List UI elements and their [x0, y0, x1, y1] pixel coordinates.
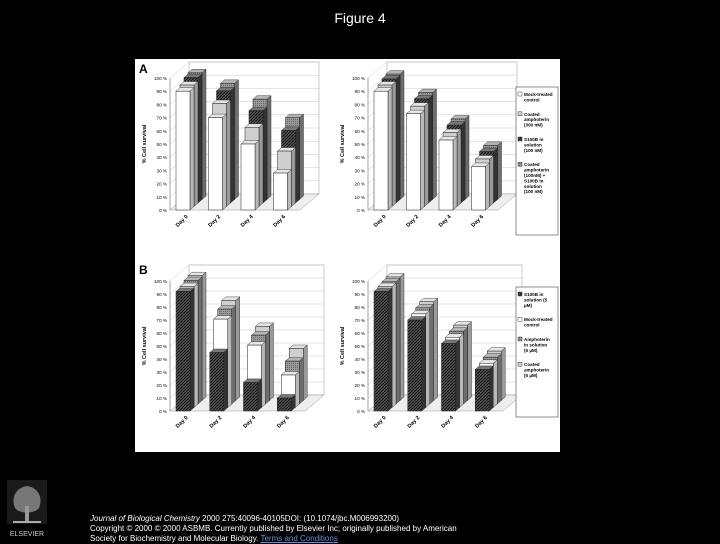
elsevier-tree-logo: [5, 478, 49, 540]
bar: [407, 110, 425, 210]
chart-legend: [516, 87, 558, 235]
y-tick-label: 90 %: [156, 292, 167, 297]
x-tick-label: Day 6: [474, 414, 489, 430]
y-tick-label: 40 %: [354, 357, 365, 362]
y-tick-label: 80 %: [354, 305, 365, 310]
legend-entry: Mock-treated control: [524, 317, 553, 328]
bar: [277, 395, 295, 412]
legend-entry: S100B in solution (100 nM): [524, 137, 544, 153]
figure-panel: [135, 59, 560, 452]
y-tick-label: 30 %: [156, 370, 167, 375]
y-tick-label: 80 %: [156, 305, 167, 310]
bar: [210, 349, 228, 411]
legend-entry: Amphoterin in solution (5 µM): [524, 337, 550, 353]
legend-box: [516, 87, 558, 235]
legend-entry: S100B in solution (5 µM): [524, 292, 548, 308]
y-tick-label: 0 %: [159, 409, 167, 414]
figure-title: Figure 4: [334, 10, 386, 26]
y-tick-label: 50 %: [354, 142, 365, 147]
legend-entry: Mock-treated control: [524, 92, 553, 103]
legend-entry: Coated amphoterin (300 nM): [524, 111, 550, 128]
y-tick-label: 100 %: [153, 76, 167, 81]
x-tick-label: Day 0: [372, 414, 388, 430]
chart-4: [340, 265, 522, 430]
y-tick-label: 50 %: [354, 344, 365, 349]
y-tick-label: 20 %: [156, 383, 167, 388]
y-tick-label: 10 %: [354, 396, 365, 401]
y-tick-label: 30 %: [354, 370, 365, 375]
legend-swatch: [518, 337, 522, 341]
legend-swatch: [518, 292, 522, 296]
y-tick-label: 90 %: [354, 89, 365, 95]
y-axis-label: % Cell survival: [142, 124, 148, 164]
journal-name: Journal of Biological Chemistry: [90, 514, 200, 523]
legend-swatch: [518, 137, 522, 141]
y-tick-label: 80 %: [354, 102, 365, 108]
y-tick-label: 100 %: [351, 279, 365, 284]
society-line: Society for Biochemistry and Molecular Biology.: [90, 534, 261, 543]
bar: [439, 137, 457, 210]
y-tick-label: 10 %: [156, 396, 167, 401]
legend-layer: [516, 87, 558, 417]
gridline-side: [368, 265, 387, 281]
y-tick-label: 20 %: [156, 181, 167, 187]
y-tick-label: 90 %: [156, 89, 167, 95]
x-tick-label: Day 2: [208, 414, 224, 430]
bar: [274, 170, 292, 210]
y-tick-label: 70 %: [354, 115, 365, 121]
y-tick-label: 40 %: [354, 155, 365, 161]
y-tick-label: 60 %: [156, 331, 167, 336]
y-tick-label: 100 %: [351, 76, 365, 81]
x-tick-label: Day 0: [372, 213, 388, 229]
x-tick-label: Day 2: [405, 213, 421, 229]
y-tick-label: 0 %: [357, 409, 365, 414]
chart-3: [142, 265, 324, 430]
bar: [408, 317, 426, 412]
panel-letter-a: A: [139, 62, 148, 76]
y-axis-label: % Cell survival: [340, 124, 346, 164]
y-tick-label: 10 %: [156, 194, 167, 200]
legend-swatch: [518, 317, 522, 321]
x-tick-label: Day 6: [276, 414, 291, 430]
y-tick-label: 20 %: [354, 181, 365, 187]
y-tick-label: 80 %: [156, 102, 167, 108]
chart-2: [340, 62, 517, 229]
legend-swatch: [518, 92, 522, 96]
y-axis-label: % Cell survival: [142, 326, 148, 366]
figure-chart-svg: [135, 59, 560, 452]
bar: [475, 366, 493, 411]
y-tick-label: 10 %: [354, 194, 365, 200]
legend-swatch: [518, 112, 522, 116]
x-tick-label: Day 0: [174, 213, 190, 229]
gridline-side: [368, 62, 387, 78]
bar: [472, 163, 490, 210]
y-tick-label: 30 %: [354, 168, 365, 174]
chart-legend: [516, 287, 558, 417]
legend-swatch: [518, 362, 522, 366]
x-tick-label: Day 2: [406, 414, 422, 430]
copyright-line: Copyright © 2000 © 2000 ASBMB. Currently published by Elsevier Inc; originally published by American: [90, 524, 457, 533]
y-tick-label: 60 %: [354, 128, 365, 134]
x-tick-label: Day 4: [242, 414, 258, 430]
y-tick-label: 0 %: [357, 208, 365, 213]
y-tick-label: 0 %: [159, 208, 167, 213]
y-tick-label: 40 %: [156, 155, 167, 161]
charts-layer: [142, 62, 522, 430]
citation-details: 2000 275:40096-40105DOI: (10.1074/jbc.M006993200): [199, 514, 400, 523]
y-tick-label: 70 %: [156, 318, 167, 323]
y-tick-label: 30 %: [156, 168, 167, 174]
x-tick-label: Day 6: [470, 213, 486, 229]
bar: [209, 114, 227, 210]
y-tick-label: 50 %: [156, 142, 167, 147]
x-tick-label: Day 4: [239, 213, 255, 229]
x-tick-label: Day 0: [174, 414, 190, 430]
legend-entry: Coated amphoterin (5 µM): [524, 362, 550, 378]
y-tick-label: 20 %: [354, 383, 365, 388]
bar: [176, 88, 194, 210]
bar: [241, 141, 259, 211]
legend-entry: Coated amphoterin (100nM) + S100B in solution (100 nM): [524, 162, 550, 195]
bar: [442, 340, 460, 411]
y-tick-label: 70 %: [156, 115, 167, 121]
chart-1: [142, 62, 319, 229]
y-tick-label: 50 %: [156, 344, 167, 349]
x-tick-label: Day 2: [207, 213, 223, 229]
y-tick-label: 60 %: [354, 331, 365, 336]
y-tick-label: 100 %: [153, 279, 167, 284]
y-tick-label: 70 %: [354, 318, 365, 323]
bar: [176, 288, 194, 411]
y-axis-label: % Cell survival: [340, 326, 346, 366]
y-tick-label: 60 %: [156, 128, 167, 134]
legend-swatch: [518, 162, 522, 166]
terms-link[interactable]: Terms and Conditions: [260, 534, 338, 543]
bar: [374, 88, 392, 210]
x-tick-label: Day 4: [440, 414, 456, 430]
y-tick-label: 90 %: [354, 292, 365, 297]
panel-letter-b: B: [139, 263, 148, 277]
x-tick-label: Day 6: [272, 213, 288, 229]
publisher-name: ELSEVIER: [9, 531, 45, 538]
bar: [374, 288, 392, 411]
x-tick-label: Day 4: [437, 213, 453, 229]
y-tick-label: 40 %: [156, 357, 167, 362]
bar: [244, 379, 262, 411]
